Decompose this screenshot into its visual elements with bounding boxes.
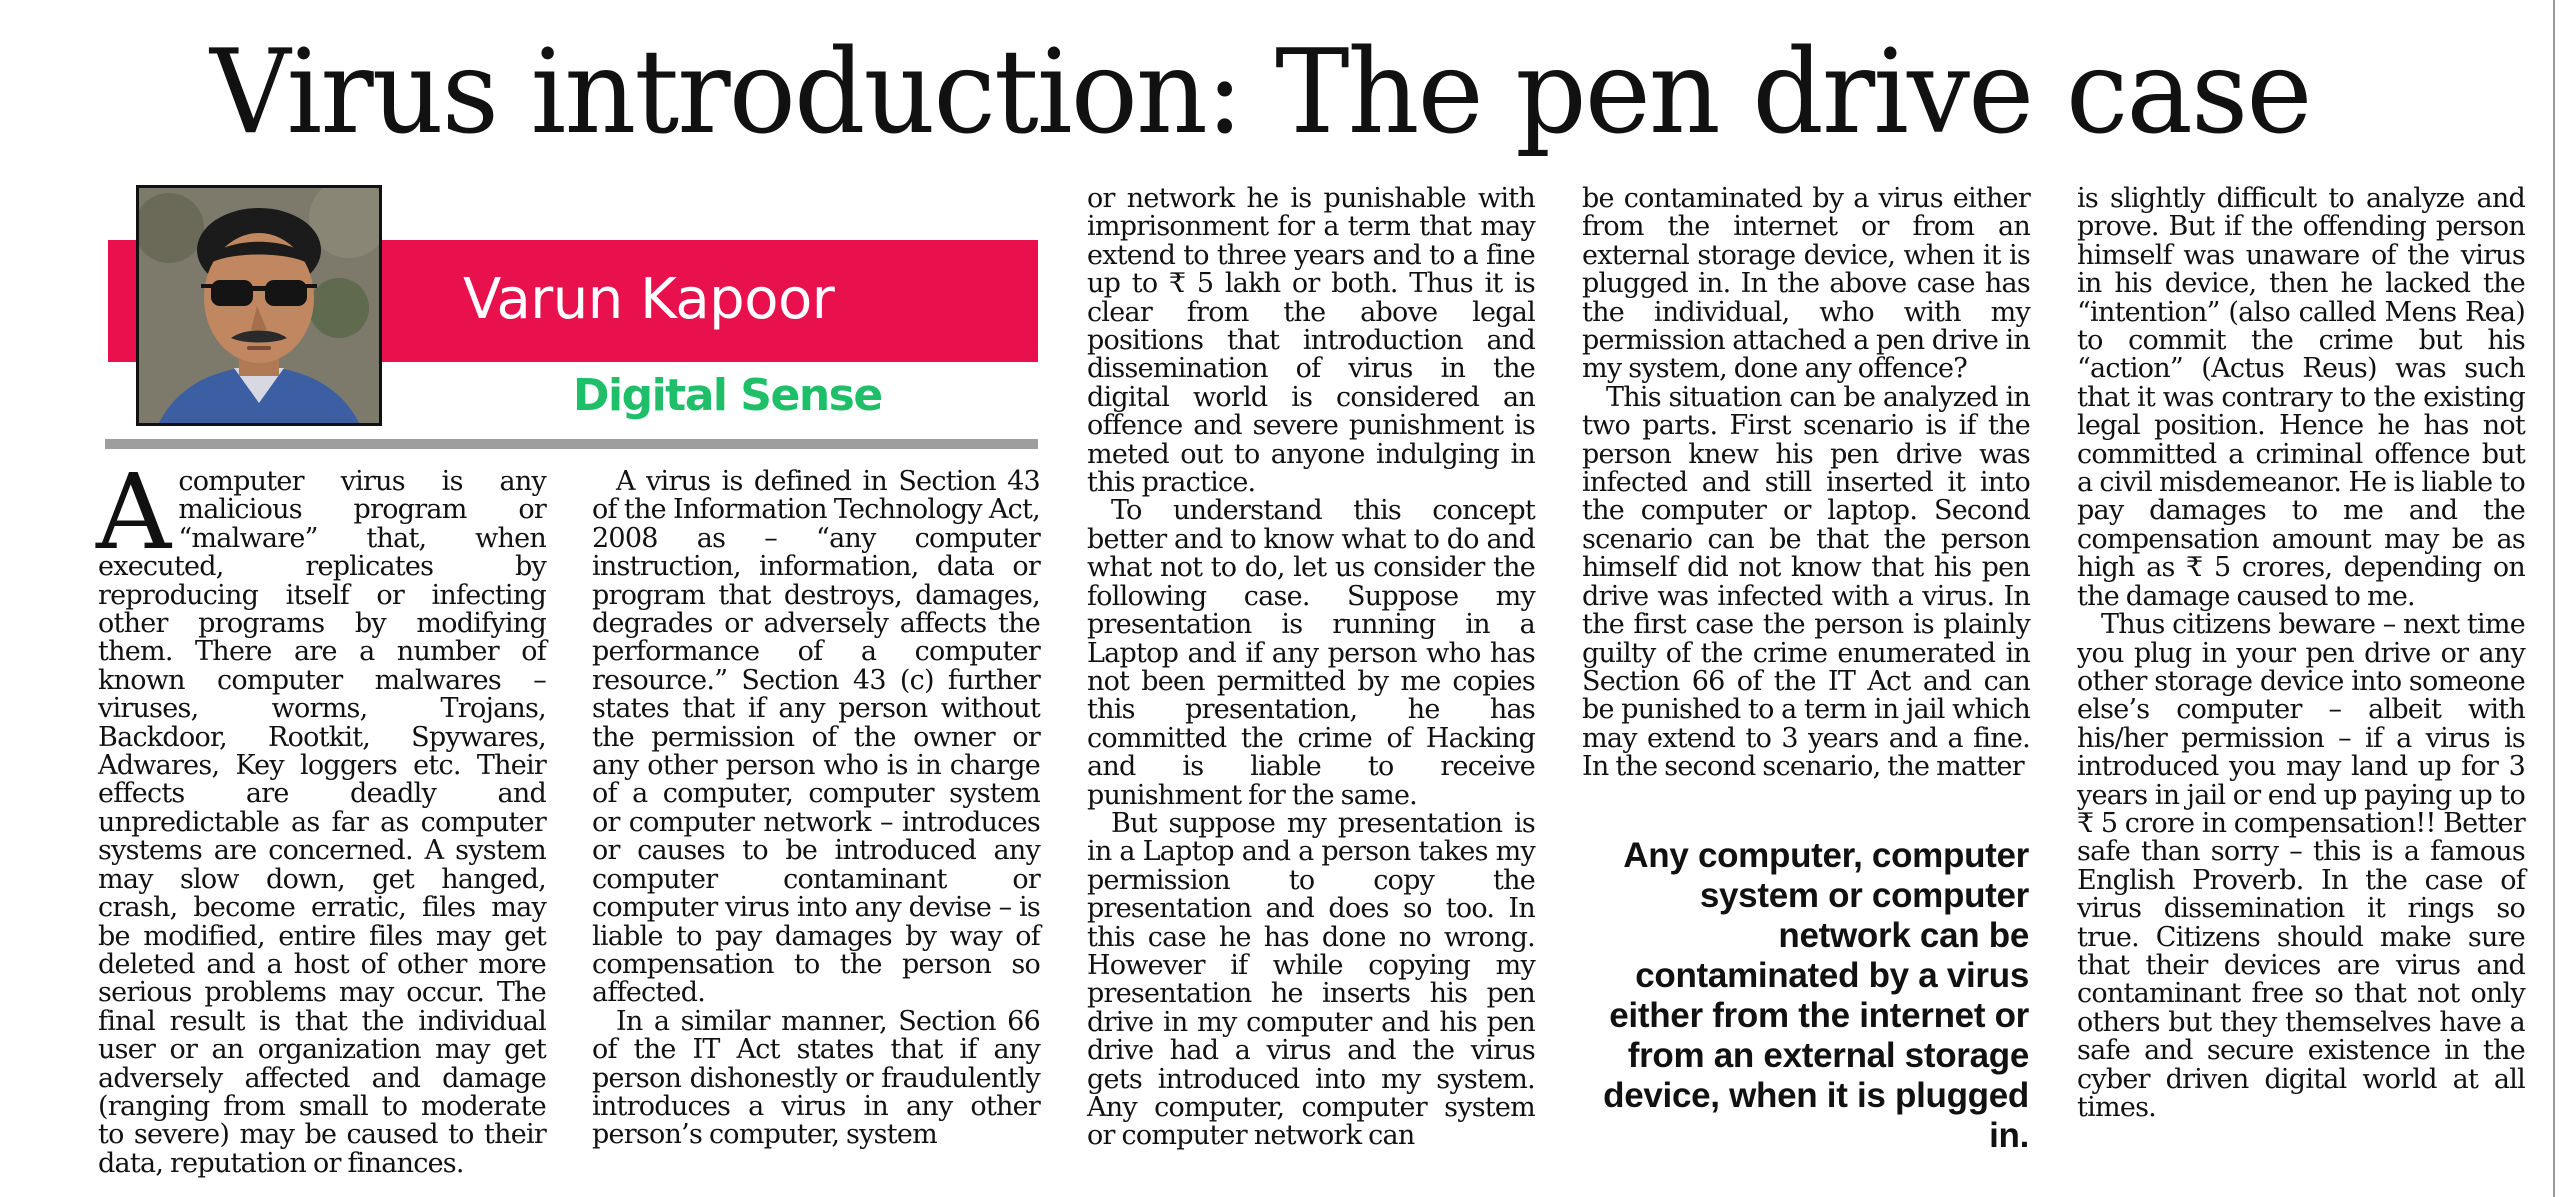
body-column-2 xyxy=(592,468,1040,1150)
paragraph: To understand this concept better and to know what to do and what not to do, let us consider the following case. Suppose my presentation is running in a Laptop and if any person who has not been permitted by me copies this presentation, he has committed the crime of Hacking and is liable to receive punishment for the same. xyxy=(1087,495,1535,811)
author-name: Varun Kapoor xyxy=(463,267,835,332)
byline-divider xyxy=(105,439,1038,449)
paragraph: or network he is punishable with imprisonment for a term that may extend to three years and to a fine up to ₹ 5 lakh or both. Thus it is clear from the above legal positions that introduction and dissemination of virus in the digital world is considered an offence and severe punishment is meted out to anyone indulging in this practice. xyxy=(1087,183,1535,499)
pull-quote: Any computer, computer system or computer network can be contaminated by a virus either from the internet or from an external storage device, when it is plugged in. xyxy=(1603,836,2029,1155)
page-edge-rule xyxy=(2553,0,2555,1197)
body-column-4 xyxy=(1582,185,2030,782)
paragraph: is slightly difficult to analyze and prove. But if the offending person himself was unaware of the virus in his device, then he lacked the “intention” (also called Mens Rea) to commit the crime but his “action” (Actus Reus) was such that it was contrary to the existing legal position. Hence he has not committed a criminal offence but a civil misdemeanor. He is liable to pay damages to me and the compensation amount may be as high as ₹ 5 crores, depending on the damage caused to me. xyxy=(2077,183,2525,612)
author-photo xyxy=(136,185,382,426)
dropcap: A xyxy=(96,451,171,573)
paragraph xyxy=(96,451,546,1179)
paragraph: A virus is defined in Section 43 of the Information Technology Act, 2008 as – “any computer instruction, information, data or program that destroys, damages, degrades or adversely affects the performance of a computer resource.” Section 43 (c) further states that if any person without the permission of the owner or any other person who is in charge of a computer, computer system or computer network – introduces or causes to be introduced any computer contaminant or computer virus into any devise – is liable to pay damages by way of compensation to the person so affected. xyxy=(592,466,1040,1009)
author-photo-icon xyxy=(139,188,379,423)
paragraph: In a similar manner, Section 66 of the IT Act states that if any person dishonestly or fraudulently introduces a virus in any other person’s computer, system xyxy=(592,1005,1040,1151)
paragraph: be contaminated by a virus either from the internet or from an external storage device, when it is plugged in. In the above case has the individual, who with my permission attached a pen drive in my system, done any offence? xyxy=(1582,183,2030,385)
body-column-1 xyxy=(96,451,546,1179)
paragraph: This situation can be analyzed in two parts. First scenario is if the person knew his pen drive was infected and still inserted it into the computer or laptop. Second scenario can be that the person himself did not know that his pen drive was infected with a virus. In the first case the person is plainly guilty of the crime enumerated in Section 66 of the IT Act and can be punished to a term in jail which may extend to 3 years and a fine. In the second scenario, the matter xyxy=(1582,381,2030,783)
paragraph: Thus citizens beware – next time you plug in your pen drive or any other storage device into someone else’s computer – albeit with his/her permission – if a virus is introduced you may land up for 3 years in jail or end up paying up to ₹ 5 crore in compensation!! Better safe than sorry – this is a famous English Proverb. In the case of virus dissemination it rings so true. Citizens should make sure that their devices are virus and contaminant free so that not only others but they themselves have a safe and secure existence in the cyber driven digital world at all times. xyxy=(2077,609,2525,1123)
headline: Virus introduction: The pen drive case xyxy=(209,25,2311,160)
column-label: Digital Sense xyxy=(573,370,882,421)
body-column-3 xyxy=(1087,185,1535,1151)
body-column-5 xyxy=(2077,185,2525,1122)
paragraph-text: computer virus is any malicious program or “malware” that, when executed, replicates by reproducing itself or infecting other programs by modifying them. There are a number of known computer malwares – viruses, worms, Trojans, Backdoor, Rootkit, Spywares, Adwares, Key loggers etc. Their effects are deadly and unpredictable as far as computer systems are concerned. A system may slow down, get hanged, crash, become erratic, files may be modified, entire files may get deleted and a host of other more serious problems may occur. The final result is that the individual user or an organization may get adversely affected and damage (ranging from small to moderate to severe) may be caused to their data, reputation or finances. xyxy=(98,466,546,1179)
paragraph: But suppose my presentation is in a Laptop and a person takes my permission to copy the presentation and does so too. In this case he has done no wrong. However if while copying my presentation he inserts his pen drive in my computer and his pen drive had a virus and the virus gets introduced into my system. Any computer, computer system or computer network can xyxy=(1087,807,1535,1152)
